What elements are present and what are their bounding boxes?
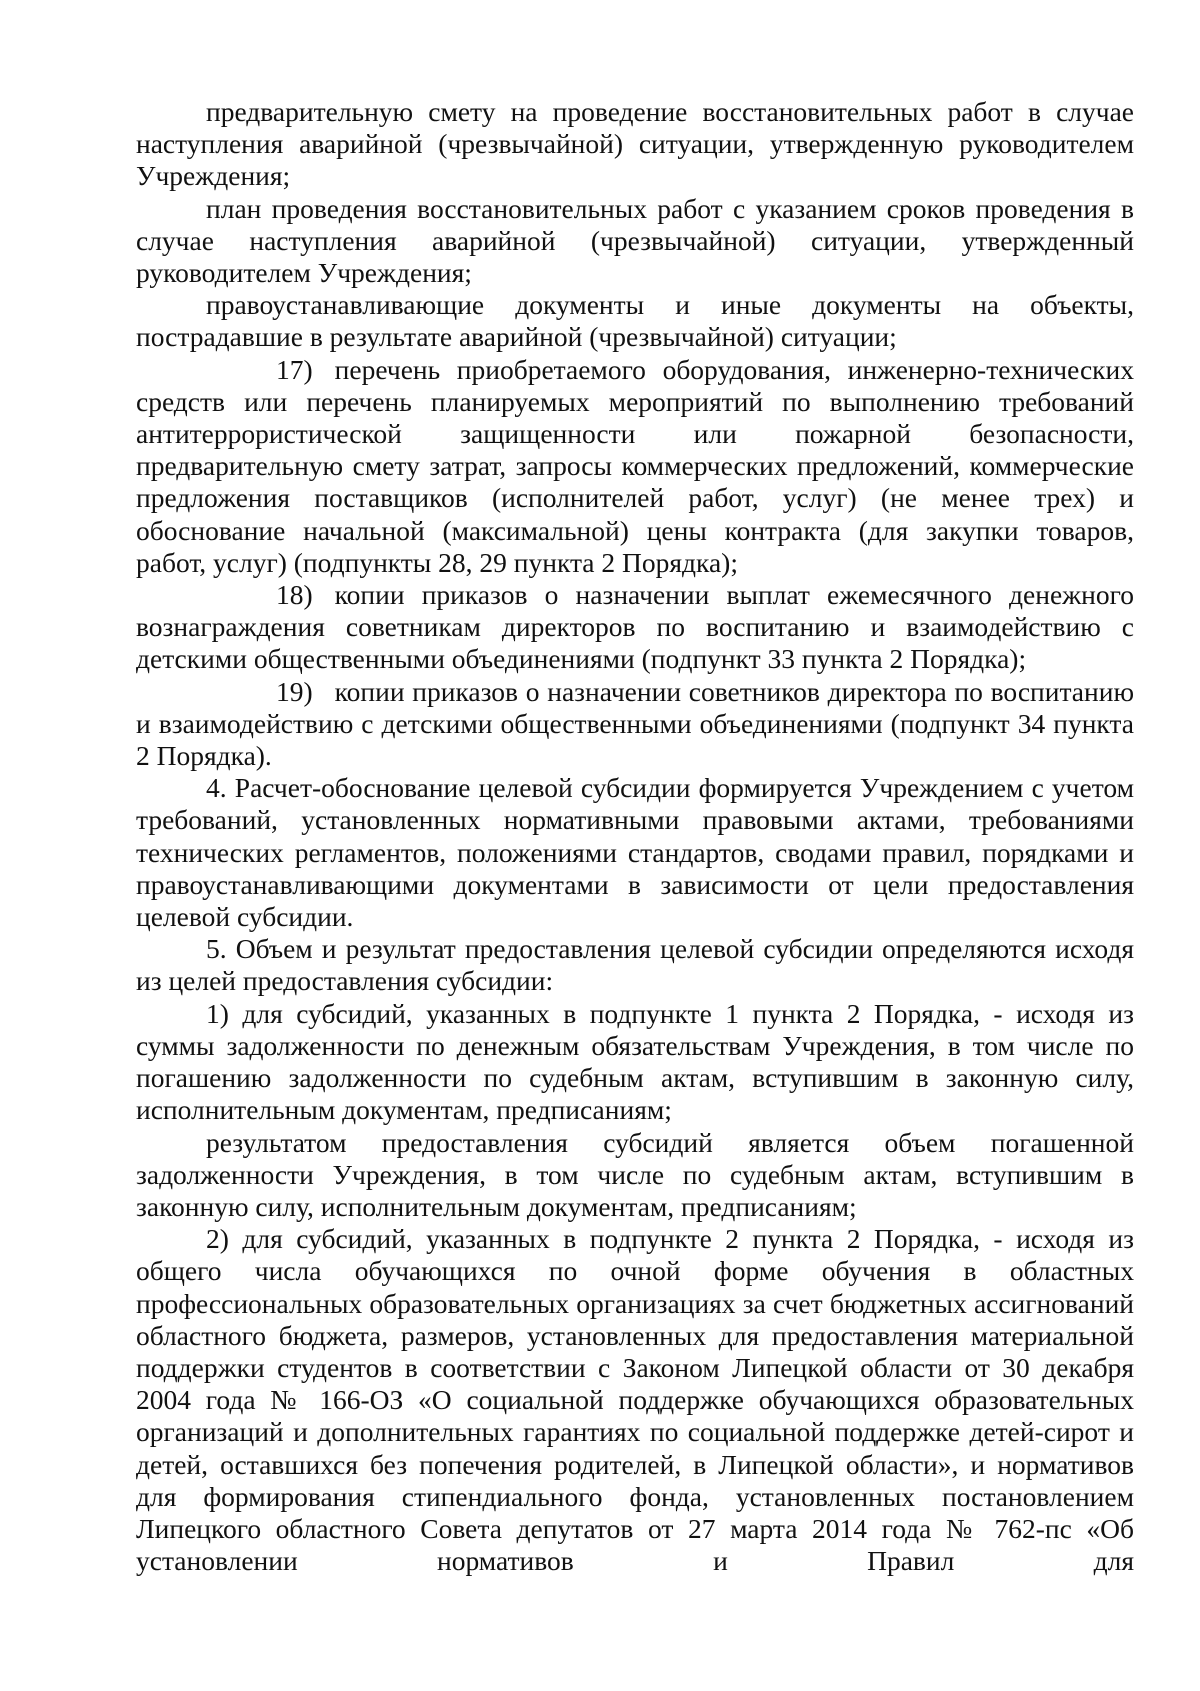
item-number: 19)	[276, 675, 313, 707]
paragraph-subsection-1	[136, 998, 1134, 1127]
paragraph-item-17	[136, 354, 1134, 579]
paragraph-text: 1) для субсидий, указанных в подпункте 1 пункта 2 Порядка, - исходя из суммы задолженности по денежным обязательствам Учреждения, в том числе по погашению задолженности по судебным актам, вступившим в законную силу, исполнительным документам, предписаниям;	[136, 997, 1134, 1126]
paragraph-text: 2) для субсидий, указанных в подпункте 2 пункта 2 Порядка, - исходя из общего числа обучающихся по очной форме обучения в областных профессиональных образовательных организациях за счет бюджетных ассигнований областного бюджета, размеров, установленных для предоставления материальной поддержки студентов в соответствии с Законом Липецкой области от 30 декабря 2004 года № 166-ОЗ «О социальной поддержке обучающихся образовательных организаций и дополнительных гарантиях по социальной поддержке детей-сирот и детей, оставшихся без попечения родителей, в Липецкой области», и нормативов для формирования стипендиального фонда, установленных постановлением Липецкого областного Совета депутатов от 27 марта 2014 года № 762-пс «Об установлении нормативов и Правил для	[136, 1223, 1134, 1577]
paragraph-recovery-plan	[136, 193, 1134, 290]
paragraph-title-documents	[136, 289, 1134, 353]
paragraph-subsection-2	[136, 1223, 1134, 1577]
paragraph-text: перечень приобретаемого оборудования, инженерно-технических средств или перечень планируемых мероприятий по выполнению требований антитеррористической защищенности или пожарной безопасности, предварительную смету затрат, запросы коммерческих предложений, коммерческие предложения поставщиков (исполнителей работ, услуг) (не менее трех) и обоснование начальной (максимальной) цены контракта (для закупки товаров, работ, услуг) (подпункты 28, 29 пункта 2 Порядка);	[136, 353, 1134, 578]
paragraph-result	[136, 1127, 1134, 1224]
paragraph-text: результатом предоставления субсидий является объем погашенной задолженности Учреждения, в том числе по судебным актам, вступившим в законную силу, исполнительным документам, предписаниям;	[136, 1126, 1134, 1222]
paragraph-text: правоустанавливающие документы и иные документы на объекты, пострадавшие в результате аварийной (чрезвычайной) ситуации;	[136, 289, 1134, 353]
paragraph-text: предварительную смету на проведение восстановительных работ в случае наступления аварийной (чрезвычайной) ситуации, утвержденную руководителем Учреждения;	[136, 96, 1134, 192]
paragraph-text: план проведения восстановительных работ с указанием сроков проведения в случае наступления аварийной (чрезвычайной) ситуации, утвержденный руководителем Учреждения;	[136, 192, 1134, 289]
paragraph-text: 4. Расчет-обоснование целевой субсидии формируется Учреждением с учетом требований, установленных нормативными правовыми актами, требованиями технических регламентов, положениями стандартов, сводами правил, порядками и правоустанавливающими документами в зависимости от цели предоставления целевой субсидии.	[136, 772, 1134, 933]
paragraph-text: 5. Объем и результат предоставления целевой субсидии определяются исходя из целей предоставления субсидии:	[136, 933, 1134, 997]
paragraph-section-5	[136, 933, 1134, 997]
item-number: 18)	[276, 579, 313, 611]
paragraph-text: копии приказов о назначении советников директора по воспитанию и взаимодействию с детскими общественными объединениями (подпункт 34 пункта 2 Порядка).	[136, 675, 1134, 772]
paragraph-estimate	[136, 96, 1134, 193]
document-body	[136, 96, 1134, 1577]
paragraph-item-18	[136, 579, 1134, 676]
paragraph-section-4	[136, 772, 1134, 933]
paragraph-item-19	[136, 676, 1134, 773]
paragraph-text: копии приказов о назначении выплат ежемесячного денежного вознаграждения советникам директоров по воспитанию и взаимодействию с детскими общественными объединениями (подпункт 33 пункта 2 Порядка);	[136, 579, 1134, 675]
item-number: 17)	[276, 353, 313, 385]
